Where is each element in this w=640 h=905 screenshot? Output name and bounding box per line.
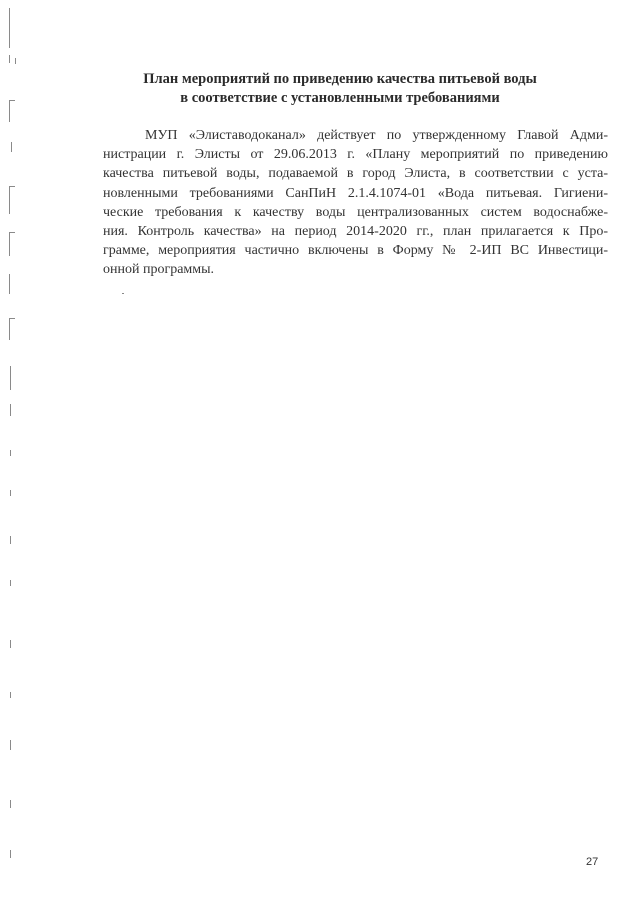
body-line: онной программы. <box>103 262 215 278</box>
title-line: План мероприятий по приведению качества питьевой воды <box>143 71 537 87</box>
document-title <box>60 70 620 108</box>
body-line: нистрации г. Элисты от 29.06.2013 г. «Плану мероприятий по приведению <box>103 147 608 163</box>
body-line: новленными требованиями СанПиН 2.1.4.1074-01 «Вода питьевая. Гигиени- <box>103 185 608 201</box>
body-line: качества питьевой воды, подаваемой в город Элиста, в соответствии с уста- <box>103 166 608 182</box>
body-line: ния. Контроль качества» на период 2014-2020 гг., план прилагается к Про- <box>103 224 608 240</box>
body-line: МУП «Элиставодоканал» действует по утвержденному Главой Адми- <box>145 128 608 143</box>
body-line: ческие требования к качеству воды централизованных систем водоснабже- <box>103 204 608 220</box>
body-paragraph <box>103 126 608 280</box>
title-line: в соответствие с установленными требованиями <box>180 90 500 106</box>
body-line: грамме, мероприятия частично включены в Форму № 2-ИП ВС Инвестици- <box>103 243 608 259</box>
scan-speck <box>122 293 124 294</box>
binding-margin-marks <box>0 0 30 905</box>
page-number: 27 <box>586 856 599 868</box>
